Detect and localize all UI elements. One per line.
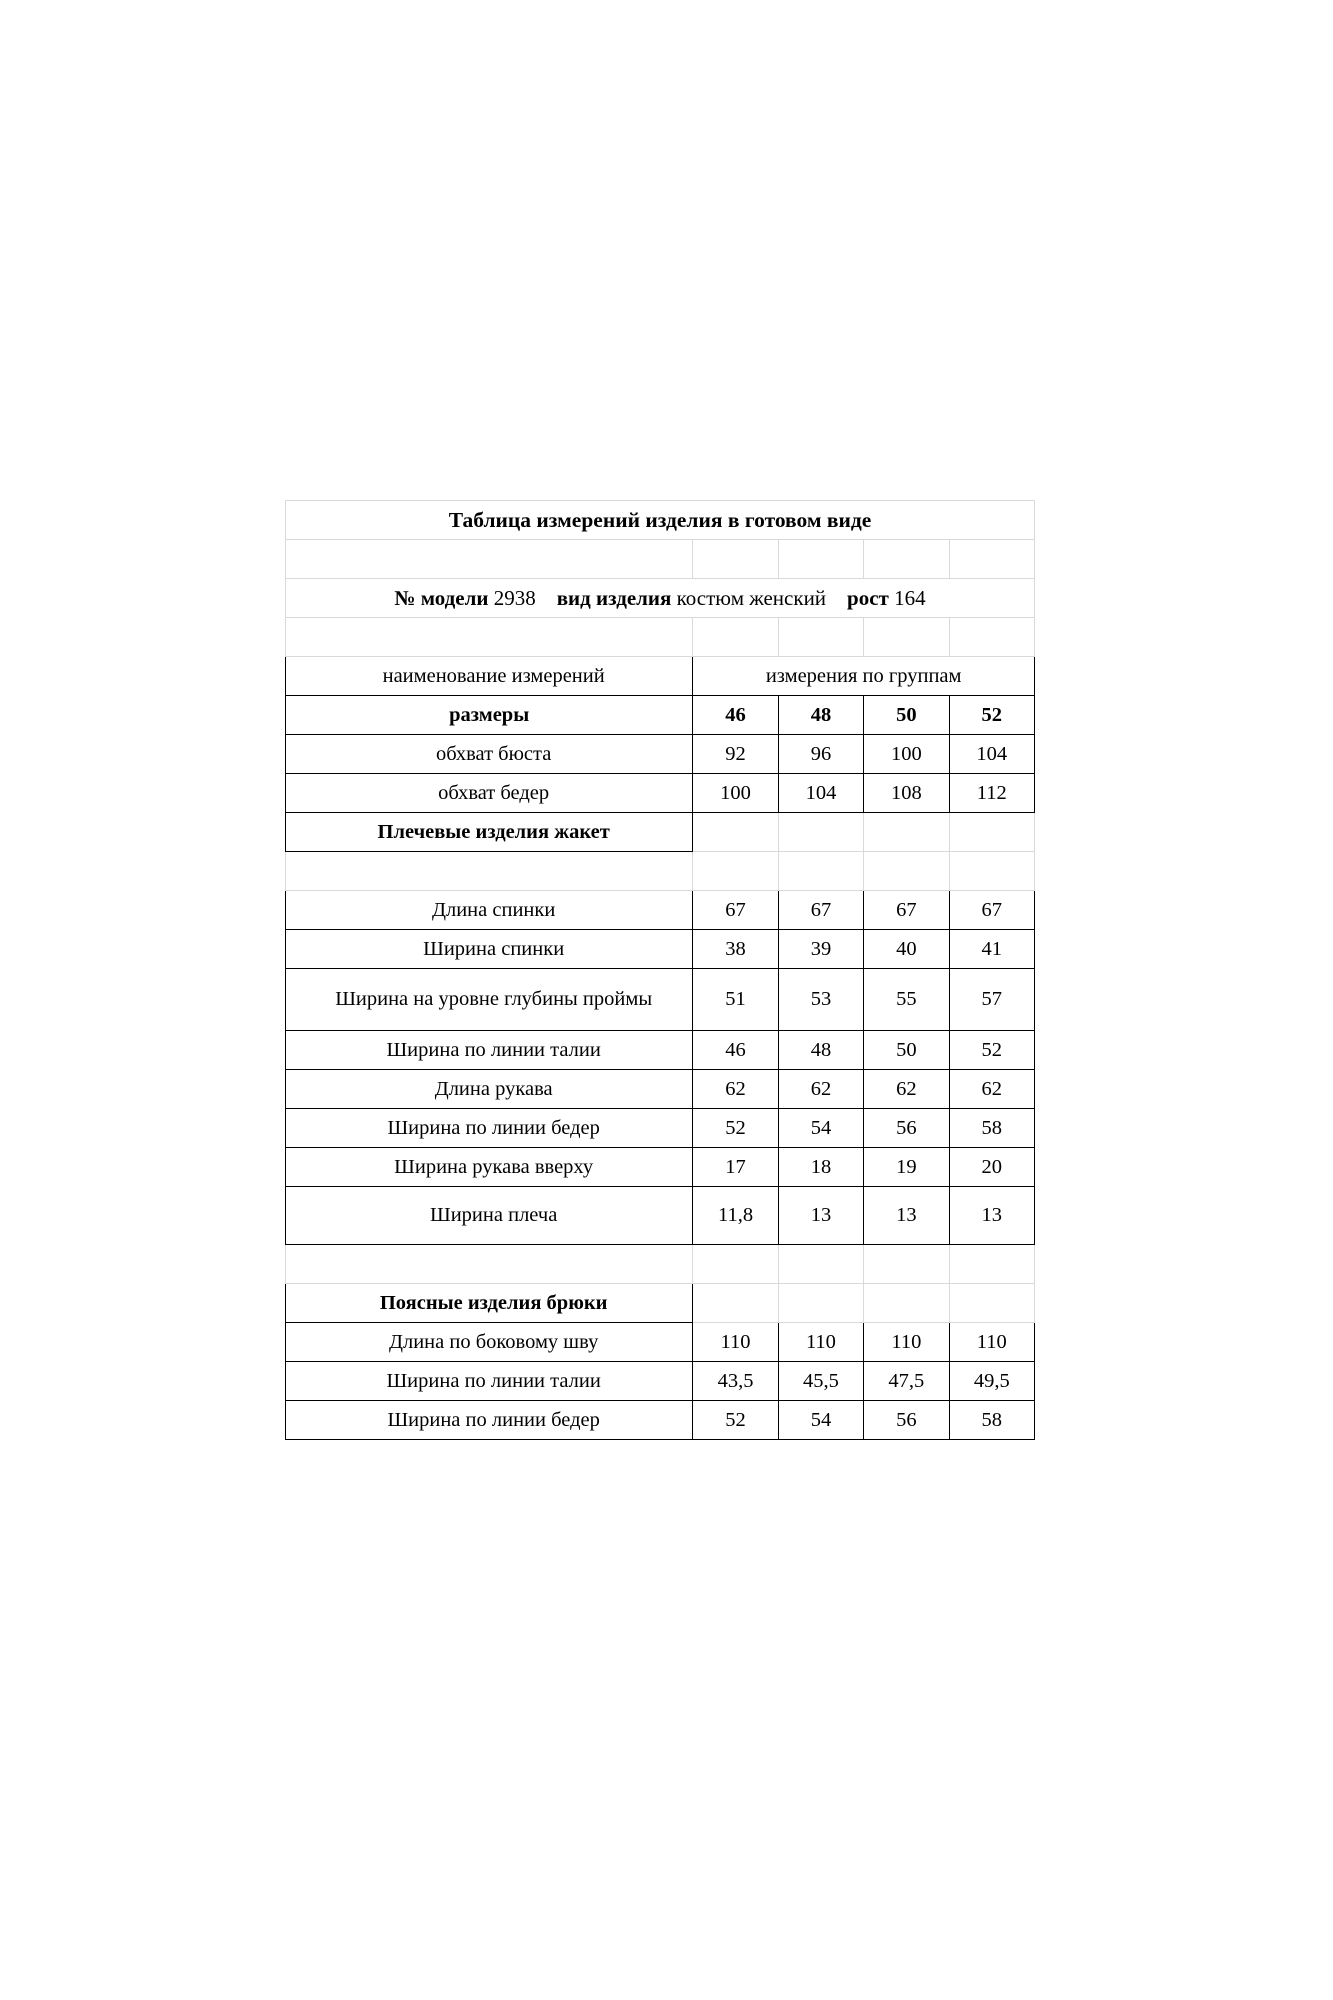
- model-info-line: [286, 579, 1035, 618]
- row-label: Ширина по линии бедер: [286, 1109, 693, 1148]
- spacer-cell: [864, 618, 949, 657]
- row-value: 56: [864, 1401, 949, 1440]
- row-value: 43,5: [693, 1362, 778, 1401]
- table-row-column-headers: [286, 657, 1035, 696]
- row-value: 53: [778, 969, 863, 1031]
- sizes-label: размеры: [286, 696, 693, 735]
- table-row-spacer: [286, 1245, 1035, 1284]
- row-value: 40: [864, 930, 949, 969]
- row-value: 110: [864, 1323, 949, 1362]
- row-value: 110: [949, 1323, 1034, 1362]
- row-value: 55: [864, 969, 949, 1031]
- size-header-0: 46: [693, 696, 778, 735]
- section-heading-jacket: Плечевые изделия жакет: [286, 813, 693, 852]
- table-row-spacer: [286, 852, 1035, 891]
- spacer-cell: [949, 618, 1034, 657]
- measurement-sheet: [285, 500, 1035, 1440]
- row-value: 52: [693, 1109, 778, 1148]
- model-value: 2938: [493, 585, 536, 610]
- row-value: 13: [864, 1187, 949, 1245]
- row-value: 108: [864, 774, 949, 813]
- spacer-cell: [693, 852, 778, 891]
- size-header-1: 48: [778, 696, 863, 735]
- table-row: [286, 1401, 1035, 1440]
- row-label: Ширина спинки: [286, 930, 693, 969]
- spacer-cell: [286, 852, 693, 891]
- empty-cell: [864, 813, 949, 852]
- row-value: 92: [693, 735, 778, 774]
- table-row: [286, 735, 1035, 774]
- table-row: [286, 1031, 1035, 1070]
- row-label: Длина по боковому шву: [286, 1323, 693, 1362]
- table-row: [286, 774, 1035, 813]
- row-value: 51: [693, 969, 778, 1031]
- row-value: 56: [864, 1109, 949, 1148]
- table-row: [286, 1362, 1035, 1401]
- section-heading-trousers: Поясные изделия брюки: [286, 1284, 693, 1323]
- row-value: 38: [693, 930, 778, 969]
- table-row: [286, 969, 1035, 1031]
- spacer-cell: [949, 1245, 1034, 1284]
- column-header-name: наименование измерений: [286, 657, 693, 696]
- row-value: 47,5: [864, 1362, 949, 1401]
- row-label: Длина спинки: [286, 891, 693, 930]
- row-value: 104: [778, 774, 863, 813]
- empty-cell: [693, 813, 778, 852]
- spacer-cell: [693, 618, 778, 657]
- empty-cell: [864, 1284, 949, 1323]
- measurement-table: [285, 500, 1035, 1440]
- row-label: Ширина на уровне глубины проймы: [286, 969, 693, 1031]
- table-row-title: [286, 501, 1035, 540]
- row-value: 52: [693, 1401, 778, 1440]
- table-row: [286, 1187, 1035, 1245]
- spacer-cell: [864, 1245, 949, 1284]
- row-value: 50: [864, 1031, 949, 1070]
- row-value: 54: [778, 1401, 863, 1440]
- table-row: [286, 1323, 1035, 1362]
- table-row-spacer: [286, 618, 1035, 657]
- spacer-cell: [286, 618, 693, 657]
- row-value: 62: [693, 1070, 778, 1109]
- row-label: Ширина рукава вверху: [286, 1148, 693, 1187]
- spacer-cell: [286, 1245, 693, 1284]
- row-value: 96: [778, 735, 863, 774]
- table-row: [286, 1148, 1035, 1187]
- row-label: Ширина по линии бедер: [286, 1401, 693, 1440]
- row-value: 62: [778, 1070, 863, 1109]
- height-label: рост: [847, 585, 889, 610]
- table-row-section-heading: [286, 1284, 1035, 1323]
- empty-cell: [949, 813, 1034, 852]
- row-value: 52: [949, 1031, 1034, 1070]
- table-row-sizes: [286, 696, 1035, 735]
- spacer-cell: [778, 852, 863, 891]
- spacer-cell: [693, 1245, 778, 1284]
- empty-cell: [778, 1284, 863, 1323]
- row-value: 46: [693, 1031, 778, 1070]
- row-value: 100: [693, 774, 778, 813]
- row-value: 112: [949, 774, 1034, 813]
- table-row: [286, 1070, 1035, 1109]
- spacer-cell: [864, 852, 949, 891]
- row-value: 58: [949, 1401, 1034, 1440]
- row-value: 13: [778, 1187, 863, 1245]
- table-row: [286, 930, 1035, 969]
- row-label: Ширина по линии талии: [286, 1362, 693, 1401]
- row-value: 18: [778, 1148, 863, 1187]
- row-value: 13: [949, 1187, 1034, 1245]
- spacer-cell: [778, 618, 863, 657]
- page-title: Таблица измерений изделия в готовом виде: [286, 501, 1035, 540]
- empty-cell: [778, 813, 863, 852]
- row-value: 62: [864, 1070, 949, 1109]
- row-value: 67: [864, 891, 949, 930]
- row-label: Ширина плеча: [286, 1187, 693, 1245]
- model-label: № модели: [394, 585, 489, 610]
- column-header-groups: измерения по группам: [693, 657, 1035, 696]
- row-value: 20: [949, 1148, 1034, 1187]
- row-label: Длина рукава: [286, 1070, 693, 1109]
- size-header-3: 52: [949, 696, 1034, 735]
- row-value: 41: [949, 930, 1034, 969]
- row-value: 45,5: [778, 1362, 863, 1401]
- product-type-label: вид изделия: [556, 585, 672, 610]
- row-value: 17: [693, 1148, 778, 1187]
- spacer-cell: [949, 540, 1034, 579]
- spacer-cell: [949, 852, 1034, 891]
- row-value: 67: [693, 891, 778, 930]
- spacer-cell: [286, 540, 693, 579]
- row-label: обхват бюста: [286, 735, 693, 774]
- row-value: 67: [949, 891, 1034, 930]
- row-value: 62: [949, 1070, 1034, 1109]
- row-label: обхват бедер: [286, 774, 693, 813]
- row-value: 104: [949, 735, 1034, 774]
- empty-cell: [949, 1284, 1034, 1323]
- row-value: 19: [864, 1148, 949, 1187]
- spacer-cell: [693, 540, 778, 579]
- table-row-spacer: [286, 540, 1035, 579]
- row-value: 54: [778, 1109, 863, 1148]
- row-label: Ширина по линии талии: [286, 1031, 693, 1070]
- table-row: [286, 1109, 1035, 1148]
- row-value: 11,8: [693, 1187, 778, 1245]
- product-type-value: костюм женский: [676, 585, 827, 610]
- row-value: 110: [778, 1323, 863, 1362]
- row-value: 57: [949, 969, 1034, 1031]
- row-value: 49,5: [949, 1362, 1034, 1401]
- spacer-cell: [864, 540, 949, 579]
- row-value: 48: [778, 1031, 863, 1070]
- spacer-cell: [778, 1245, 863, 1284]
- height-value: 164: [894, 585, 926, 610]
- row-value: 110: [693, 1323, 778, 1362]
- empty-cell: [693, 1284, 778, 1323]
- table-row-section-heading: [286, 813, 1035, 852]
- table-row: [286, 891, 1035, 930]
- row-value: 39: [778, 930, 863, 969]
- spacer-cell: [778, 540, 863, 579]
- size-header-2: 50: [864, 696, 949, 735]
- row-value: 58: [949, 1109, 1034, 1148]
- row-value: 100: [864, 735, 949, 774]
- row-value: 67: [778, 891, 863, 930]
- table-row-model-info: [286, 579, 1035, 618]
